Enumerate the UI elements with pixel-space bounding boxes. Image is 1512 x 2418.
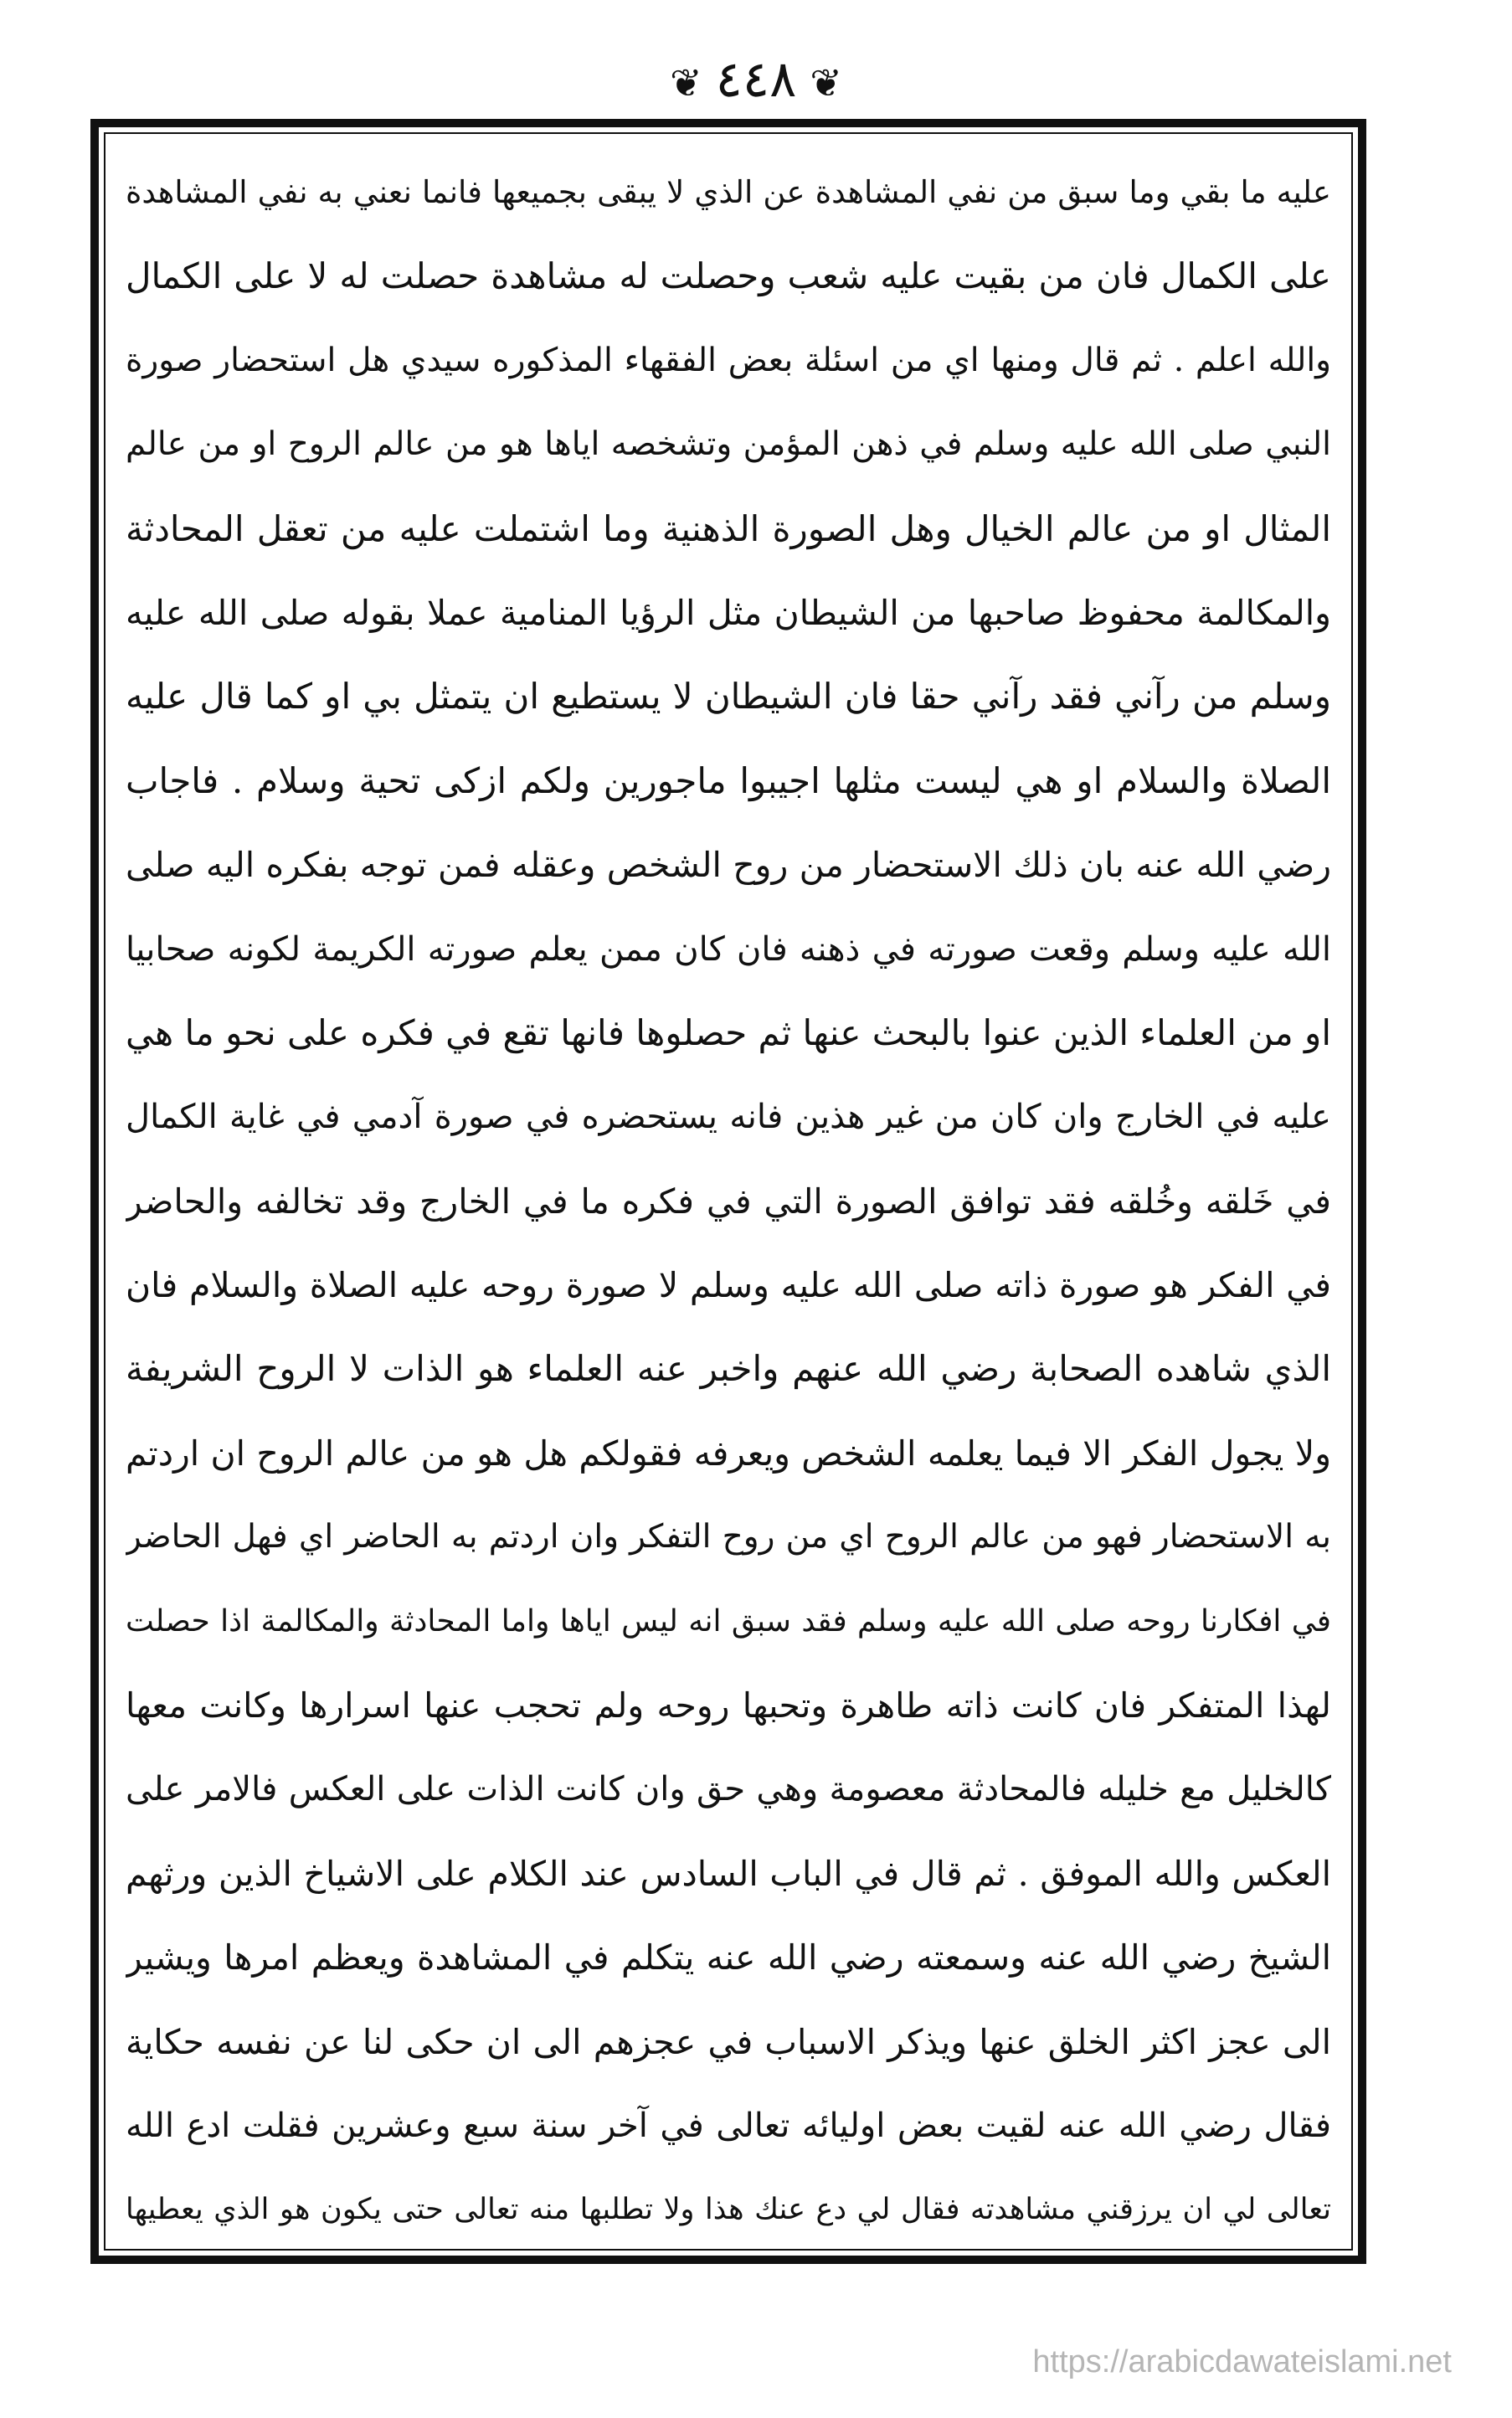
text-line: او من العلماء الذين عنوا بالبحث عنها ثم حصلوها فانها تقع في فكره على نحو ما هي [126, 1011, 1331, 1053]
watermark-url: https://arabicdawateislami.net [1032, 2344, 1452, 2379]
text-line: المثال او من عالم الخيال وهل الصورة الذهنية وما اشتملت عليه من تعقل المحادثة [126, 507, 1331, 549]
text-line: تعالى لي ان يرزقني مشاهدته فقال لي دع عنك هذا ولا تطلبها منه تعالى حتى يكون هو الذي يعطيها [126, 2193, 1331, 2227]
ornament-right-icon: ❦ [670, 60, 702, 106]
ornament-left-icon: ❦ [810, 60, 842, 106]
text-line: وسلم من رآني فقد رآني حقا فان الشيطان لا يستطيع ان يتمثل بي او كما قال عليه [126, 676, 1331, 718]
text-line: كالخليل مع خليله فالمحادثة معصومة وهي حق وان كانت الذات على العكس فالامر على [126, 1770, 1331, 1809]
text-line: به الاستحضار فهو من عالم الروح اي من روح التفكر وان اردتم به الحاضر اي فهل الحاضر [126, 1518, 1331, 1556]
text-line: الذي شاهده الصحابة رضي الله عنهم واخبر عنه العلماء هو الذات لا الروح الشريفة [126, 1348, 1331, 1390]
text-line: الله عليه وسلم وقعت صورته في ذهنه فان كان ممن يعلم صورته الكريمة لكونه صحابيا [126, 929, 1331, 969]
text-line: في الفكر هو صورة ذاته صلى الله عليه وسلم لا صورة روحه عليه الصلاة والسلام فان [126, 1265, 1331, 1306]
text-line: في خَلقه وخُلقه فقد توافق الصورة التي في فكره ما في الخارج وقد تخالفه والحاضر [126, 1181, 1331, 1222]
text-line: في افكارنا روحه صلى الله عليه وسلم فقد سبق انه ليس اياها واما المحادثة والمكالمة اذا حصلت [126, 1603, 1331, 1639]
page-number-text: ٤٤٨ [715, 50, 797, 109]
page-number [0, 46, 1512, 116]
text-line: الصلاة والسلام او هي ليست مثلها اجيبوا ماجورين ولكم ازكى تحية وسلام . فاجاب [126, 759, 1331, 801]
text-block [126, 151, 1331, 2235]
text-line: والمكالمة محفوظ صاحبها من الشيطان مثل الرؤيا المنامية عملا بقوله صلى الله عليه [126, 592, 1331, 633]
text-line: والله اعلم . ثم قال ومنها اي من اسئلة بعض الفقهاء المذكوره سيدي هل استحضار صورة [126, 341, 1331, 379]
text-line: على الكمال فان من بقيت عليه شعب وحصلت له مشاهدة حصلت له لا على الكمال [126, 255, 1331, 297]
text-line: لهذا المتفكر فان كانت ذاته طاهرة وتحبها روحه ولم تحجب عنها اسرارها وكانت معها [126, 1685, 1331, 1726]
text-line: الى عجز اكثر الخلق عنها ويذكر الاسباب في عجزهم الى ان حكى لنا عن نفسه حكاية [126, 2021, 1331, 2062]
text-line: النبي صلى الله عليه وسلم في ذهن المؤمن وتشخصه اياها هو من عالم الروح او من عالم [126, 425, 1331, 464]
text-line: الشيخ رضي الله عنه وسمعته رضي الله عنه يتكلم في المشاهدة ويعظم امرها ويشير [126, 1937, 1331, 1978]
text-line: ولا يجول الفكر الا فيما يعلمه الشخص ويعرفه فقولكم هل هو من عالم الروح ان اردتم [126, 1433, 1331, 1474]
text-line: العكس والله الموفق . ثم قال في الباب السادس عند الكلام على الاشياخ الذين ورثهم [126, 1853, 1331, 1894]
text-line: رضي الله عنه بان ذلك الاستحضار من روح الشخص وعقله فمن توجه بفكره اليه صلى [126, 845, 1331, 886]
text-line: عليه ما بقي وما سبق من نفي المشاهدة عن الذي لا يبقى بجميعها فانما نعني به نفي المشاهدة [126, 174, 1331, 210]
text-line: فقال رضي الله عنه لقيت بعض اوليائه تعالى في آخر سنة سبع وعشرين فقلت ادع الله [126, 2106, 1331, 2145]
text-line: عليه في الخارج وان كان من غير هذين فانه يستحضره في صورة آدمي في غاية الكمال [126, 1098, 1331, 1137]
